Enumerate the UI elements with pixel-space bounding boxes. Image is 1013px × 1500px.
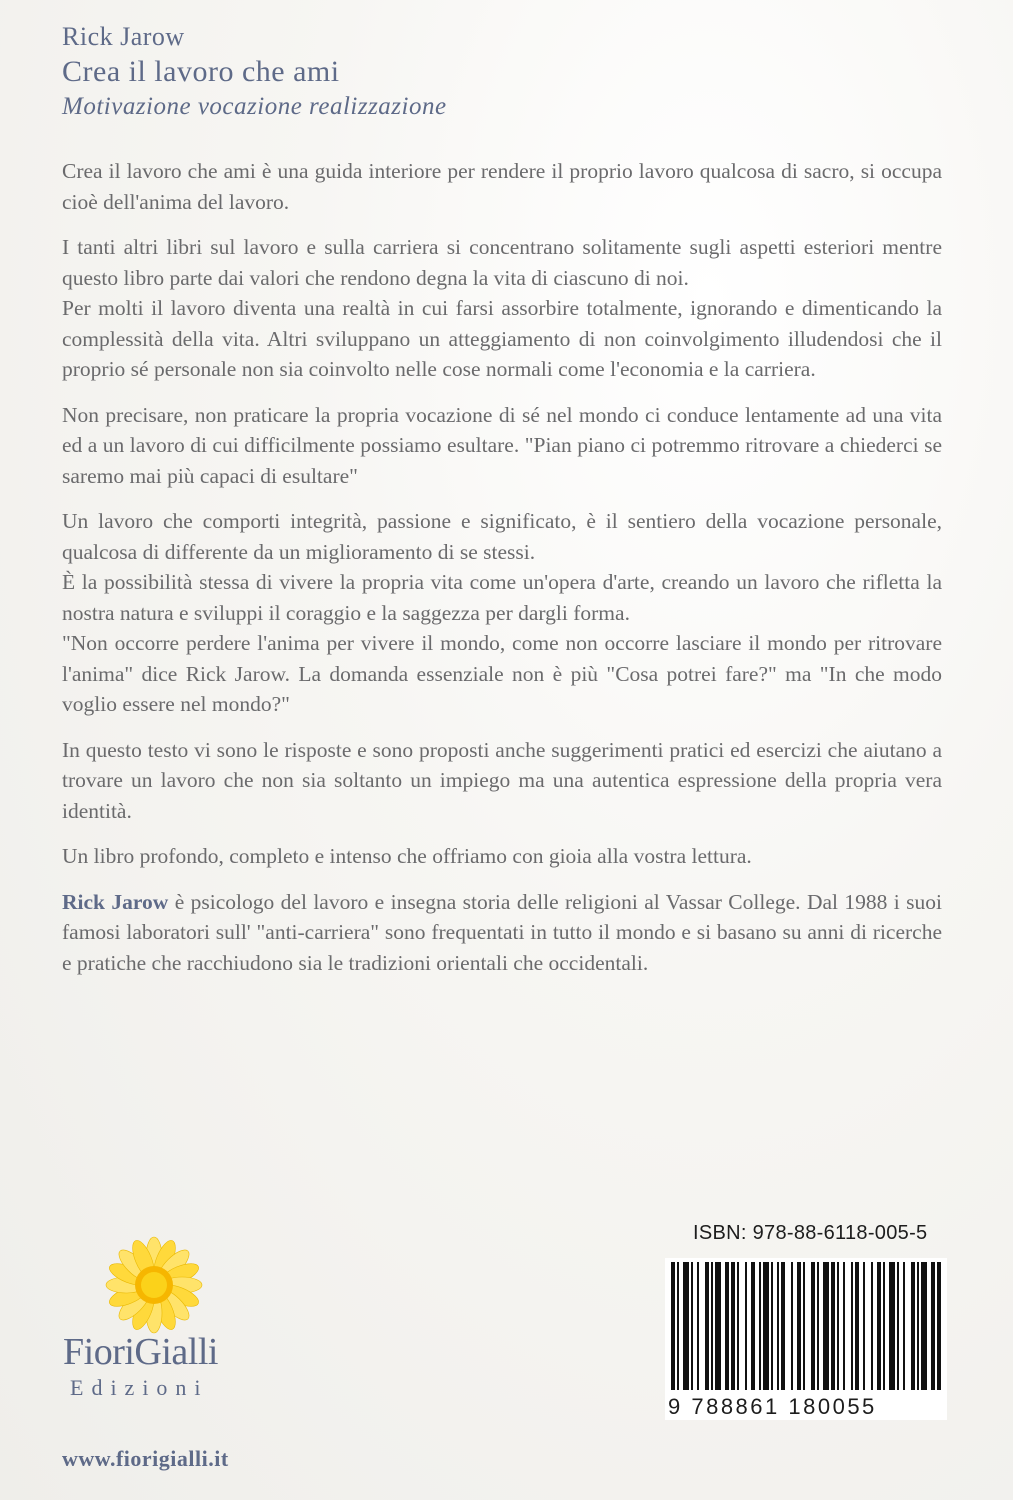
author-name: Rick Jarow — [62, 22, 185, 51]
bio-author-name: Rick Jarow — [62, 889, 169, 914]
paragraph: Crea il lavoro che ami è una guida interiore per rendere il proprio lavoro qualcosa di sacro, si occupa cioè dell'anima del lavoro. — [62, 159, 942, 214]
book-title: Crea il lavoro che ami — [62, 55, 340, 88]
paragraph: "Non occorre perdere l'anima per vivere il mondo, come non occorre lasciare il mondo per ritrovare l'anima" dice Rick Jarow. La domanda essenziale non è più "Cosa potrei fare?" ma "In che modo voglio essere nel mondo?" — [62, 631, 942, 716]
paragraph: Per molti il lavoro diventa una realtà in cui farsi assorbire totalmente, ignorando e dimenticando la complessità della vita. Altri sviluppano un atteggiamento di non coinvolgimento illudendosi che il proprio sé personale non sia coinvolto nelle cose normali come l'economia e la carriera. — [62, 296, 942, 381]
paragraph: È la possibilità stessa di vivere la propria vita come un'opera d'arte, creando un lavoro che rifletta la nostra natura e sviluppi il coraggio e la saggezza per dargli forma. — [62, 570, 942, 625]
blurb-text — [62, 156, 942, 978]
bio-text: è psicologo del lavoro e insegna storia delle religioni al Vassar College. Dal 1988 i suoi famosi laboratori sull' "anti-carriera" sono frequentati in tutto il mondo e si basano su anni di ricerche e pratiche che racchiudono sia le tradizioni orientali che occidentali. — [62, 889, 942, 975]
sunflower-logo-icon — [104, 1235, 204, 1335]
publisher-url[interactable]: www.fiorigialli.it — [62, 1446, 229, 1471]
paragraph: Un libro profondo, completo e intenso che offriamo con gioia alla vostra lettura. — [62, 844, 752, 868]
book-subtitle: Motivazione vocazione realizzazione — [62, 93, 447, 120]
isbn-label: ISBN: 978-88-6118-005-5 — [693, 1222, 928, 1244]
author-bio — [62, 887, 942, 979]
cover-header — [62, 20, 447, 124]
paragraph: In questo testo vi sono le risposte e sono proposti anche suggerimenti pratici ed esercizi che aiutano a trovare un lavoro che non sia soltanto un impiego ma una autentica espressione della propria vera identità. — [62, 737, 942, 823]
paragraph: Un lavoro che comporti integrità, passione e significato, è il sentiero della vocazione personale, qualcosa di differente da un miglioramento di se stessi. — [62, 509, 942, 564]
publisher-subtitle: Edizioni — [70, 1375, 209, 1400]
paragraph: I tanti altri libri sul lavoro e sulla carriera si concentrano solitamente sugli aspetti esteriori mentre questo libro parte dai valori che rendono degna la vita di ciascuno di noi. — [62, 235, 942, 290]
paragraph: Non precisare, non praticare la propria vocazione di sé nel mondo ci conduce lentamente ad una vita ed a un lavoro di cui difficilmente possiamo esultare. "Pian piano ci potremmo ritrovare a chiederci se saremo mai più capaci di esultare" — [62, 402, 942, 488]
publisher-name: FioriGialli — [63, 1331, 218, 1373]
barcode-digits: 9 788861 180055 — [668, 1394, 877, 1419]
